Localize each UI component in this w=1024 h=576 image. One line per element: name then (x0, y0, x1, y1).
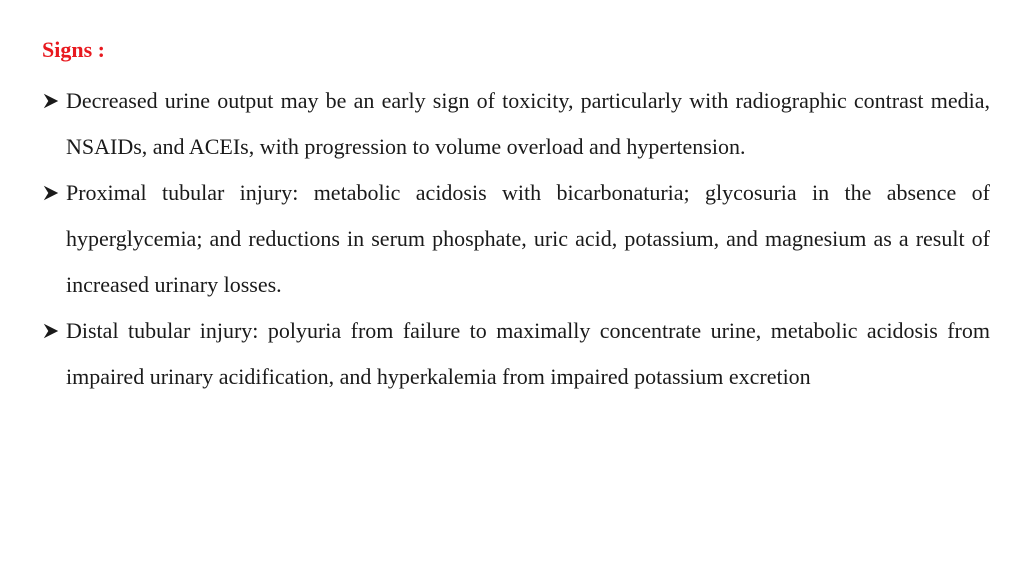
bullet-item-distal-injury (42, 308, 990, 400)
bullet-text: Distal tubular injury: polyuria from failure to maximally concentrate urine, metabolic acidosis from impaired urinary acidification, and hyperkalemia from impaired potassium excretion (66, 318, 990, 389)
section-heading: Signs : (42, 37, 105, 62)
bullet-item-proximal-injury (42, 170, 990, 308)
arrow-bullet-icon (42, 78, 62, 124)
bullet-text: Decreased urine output may be an early sign of toxicity, particularly with radiographic contrast media, NSAIDs, and ACEIs, with progression to volume overload and hypertension. (66, 88, 990, 159)
arrow-bullet-icon (42, 308, 62, 354)
bullet-text: Proximal tubular injury: metabolic acidosis with bicarbonaturia; glycosuria in the absence of hyperglycemia; and reductions in serum phosphate, uric acid, potassium, and magnesium as a result of increased urinary losses. (66, 180, 990, 297)
bullet-list (42, 78, 990, 400)
arrow-bullet-icon (42, 170, 62, 216)
bullet-item-urine-output (42, 78, 990, 170)
